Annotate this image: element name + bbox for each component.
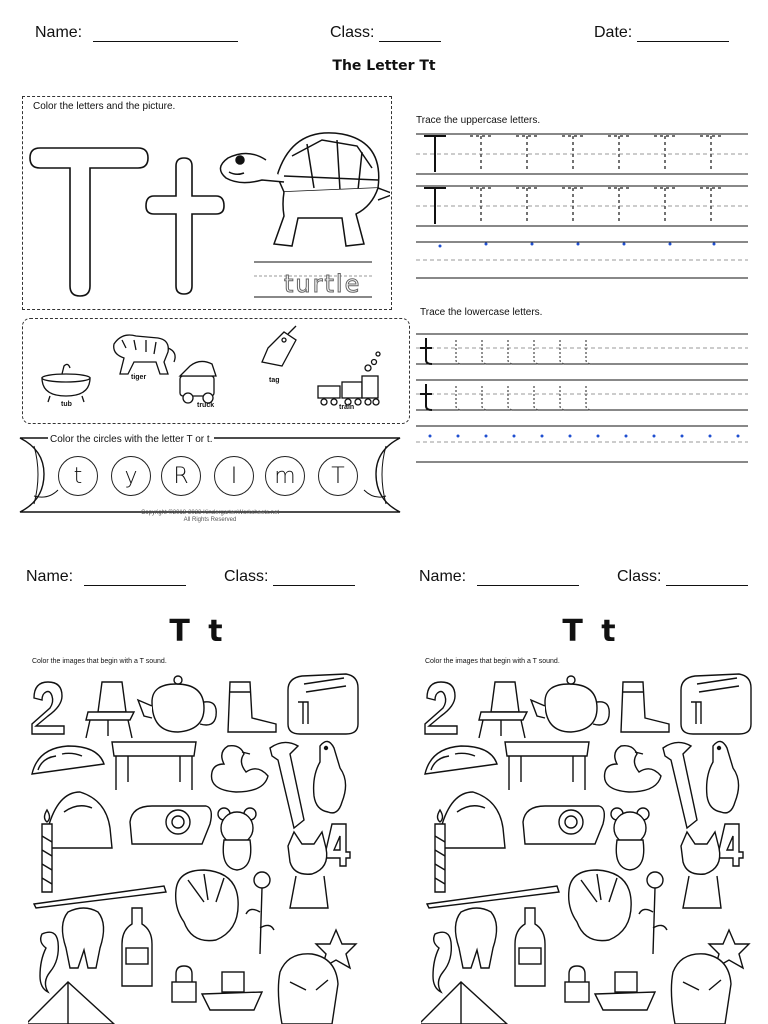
boot-icon (621, 682, 669, 732)
toaster-icon (288, 674, 358, 734)
name-label: Name: (35, 24, 83, 41)
tag-icon (262, 326, 296, 366)
tiger-icon (114, 335, 175, 374)
class-line[interactable] (379, 41, 441, 42)
letter-circle-i[interactable]: I (214, 456, 254, 496)
table-icon (505, 742, 589, 790)
date-line[interactable] (637, 41, 729, 42)
letter-circle-r[interactable]: R (161, 456, 201, 496)
penguin-icon (707, 741, 739, 812)
ketchup-icon (122, 908, 152, 986)
picture-label-train: train (339, 404, 355, 411)
picture-label-truck: truck (197, 402, 215, 409)
teapot-icon (531, 676, 609, 732)
picture-label-tub: tub (61, 401, 72, 408)
name-line[interactable] (93, 41, 238, 42)
date-label: Date: (594, 24, 633, 41)
uppercase-trace-lines (412, 128, 752, 288)
letter-circle-capital-t[interactable]: T (318, 456, 358, 496)
lock-icon (172, 966, 196, 1002)
letter-circle-m[interactable]: m (265, 456, 305, 496)
seahorse-icon (40, 932, 58, 992)
train-icon (318, 352, 380, 405)
panel1-title: T t (169, 614, 227, 649)
cat-icon (681, 832, 721, 908)
iron-icon (48, 792, 112, 848)
turkey-icon (569, 870, 631, 941)
panel2-instruction: Color the images that begin with a T sound. (425, 658, 560, 665)
lowercase-instruction: Trace the lowercase letters. (420, 307, 543, 318)
panel1-images-graphic (28, 672, 368, 1024)
turkey-icon (176, 870, 238, 941)
panel1-name-label: Name: (26, 568, 74, 585)
duck-icon (212, 746, 269, 792)
tweezers-icon (427, 886, 559, 908)
date-field[interactable] (594, 24, 729, 42)
panel1-class-line[interactable] (273, 585, 355, 586)
tugboat-icon (202, 972, 262, 1010)
teddy-bear-icon (611, 808, 649, 870)
four-icon (719, 824, 743, 866)
lowercase-trace-lines (412, 330, 752, 470)
tiger-face-icon (278, 954, 338, 1024)
name-field[interactable] (35, 24, 238, 42)
teapot-icon (138, 676, 216, 732)
tub-icon (42, 364, 90, 402)
two-icon (32, 682, 64, 734)
ketchup-icon (515, 908, 545, 986)
turtle-icon (220, 133, 390, 246)
tent-icon (421, 982, 507, 1024)
tape-dispenser-icon (523, 806, 604, 844)
panel1-name-line[interactable] (84, 585, 186, 586)
panel1-name-field[interactable] (26, 568, 186, 586)
truck-icon (180, 361, 216, 403)
seahorse-icon (433, 932, 451, 992)
copyright-line2: All Rights Reserved (183, 517, 237, 523)
tooth-icon (62, 908, 103, 968)
boot-icon (228, 682, 276, 732)
two-icon (425, 682, 457, 734)
iron-icon (441, 792, 505, 848)
tie-icon (270, 742, 304, 828)
panel2-class-field[interactable] (617, 568, 748, 586)
tweezers-icon (34, 886, 166, 908)
copyright-line1: Copyright ©2018-2023 KindergartenWorksheets.net (140, 510, 280, 516)
rose-icon (246, 872, 274, 954)
panel2-title: T t (562, 614, 620, 649)
class-field[interactable] (330, 24, 441, 42)
four-icon (326, 824, 350, 866)
toaster-icon (681, 674, 751, 734)
color-instruction: Color the letters and the picture. (33, 101, 176, 112)
tiger-face-icon (671, 954, 731, 1024)
duck-icon (605, 746, 662, 792)
chair-icon (479, 682, 527, 738)
chair-icon (86, 682, 134, 738)
panel2-name-line[interactable] (477, 585, 579, 586)
letter-circle-y[interactable]: y (111, 456, 151, 496)
lock-icon (565, 966, 589, 1002)
panel2-name-label: Name: (419, 568, 467, 585)
panel2-images-graphic (421, 672, 761, 1024)
lowercase-t-outline (146, 158, 224, 294)
panel2-class-line[interactable] (666, 585, 748, 586)
panel2-name-field[interactable] (419, 568, 579, 586)
tugboat-icon (595, 972, 655, 1010)
table-icon (112, 742, 196, 790)
letter-circle-t[interactable]: t (58, 456, 98, 496)
tooth-icon (455, 908, 496, 968)
uppercase-instruction: Trace the uppercase letters. (416, 115, 541, 126)
panel1-class-label: Class: (224, 568, 269, 585)
turtle-trace-word: turtle (284, 270, 362, 298)
penguin-icon (314, 741, 346, 812)
picture-label-tag: tag (269, 377, 280, 384)
tent-icon (28, 982, 114, 1024)
class-label: Class: (330, 24, 375, 41)
circles-instruction: Color the circles with the letter T or t. (50, 434, 213, 445)
panel1-instruction: Color the images that begin with a T sound. (32, 658, 167, 665)
picture-label-tiger: tiger (131, 374, 147, 381)
page-title: The Letter Tt (332, 58, 436, 74)
teddy-bear-icon (218, 808, 256, 870)
taco-icon (32, 746, 104, 774)
panel2-class-label: Class: (617, 568, 662, 585)
panel1-class-field[interactable] (224, 568, 355, 586)
rose-icon (639, 872, 667, 954)
uppercase-t-outline (30, 148, 148, 296)
tie-icon (663, 742, 697, 828)
cat-icon (288, 832, 328, 908)
taco-icon (425, 746, 497, 774)
tape-dispenser-icon (130, 806, 211, 844)
